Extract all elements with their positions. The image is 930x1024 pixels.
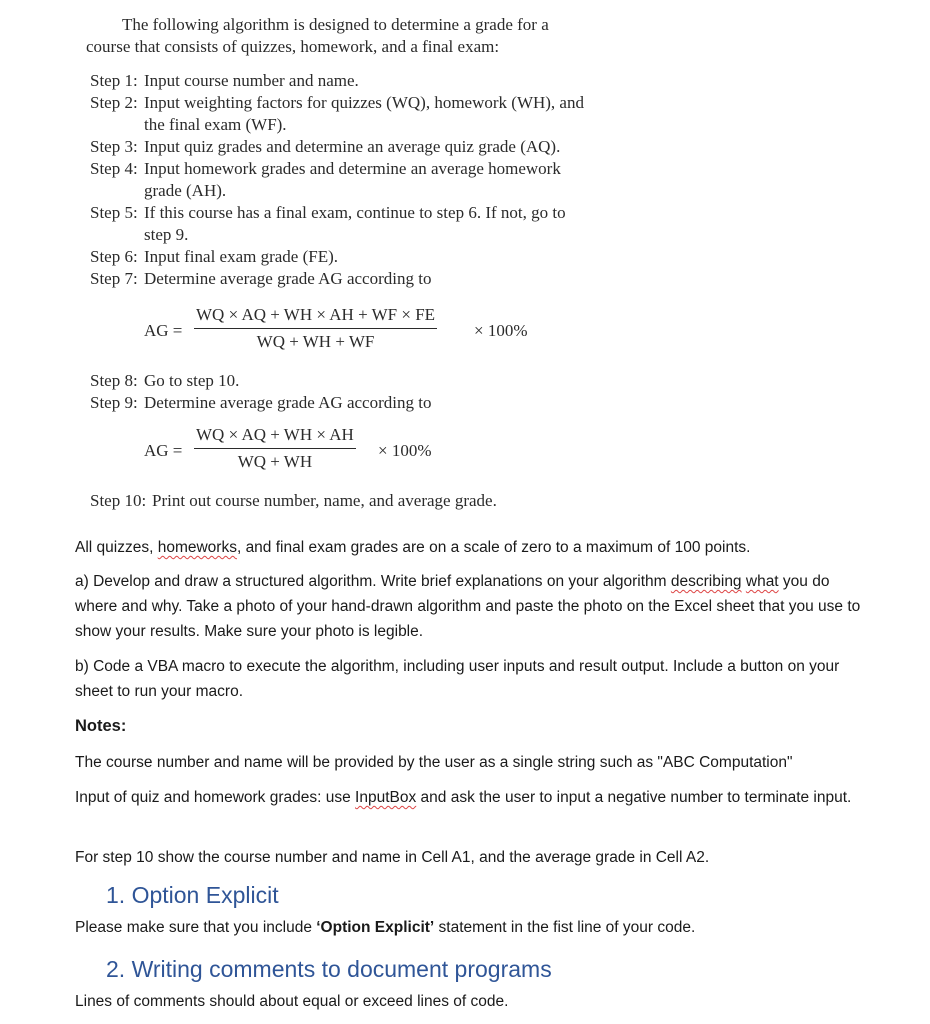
notes-heading: Notes: bbox=[75, 717, 127, 735]
spellcheck-word: InputBox bbox=[355, 789, 417, 806]
text-run: you do where and why. Take a photo of your hand-drawn algorithm and paste the photo on the Excel sheet that you use to show your results. Make sure your photo is legible. bbox=[75, 573, 861, 640]
textbook-excerpt bbox=[86, 14, 586, 512]
step-text: Input homework grades and determine an average homework grade (AH). bbox=[144, 159, 561, 200]
step-label: Step 1: bbox=[90, 71, 138, 90]
algorithm-intro: The following algorithm is designed to determine a grade for a course that consists of quizzes, homework, and a final exam: bbox=[86, 15, 549, 56]
step-label: Step 8: bbox=[90, 371, 138, 390]
step-label: Step 9: bbox=[90, 393, 138, 412]
note-text: For step 10 show the course number and name in Cell A1, and the average grade in Cell A2. bbox=[75, 849, 710, 866]
step-text: Input weighting factors for quizzes (WQ), homework (WH), and the final exam (WF). bbox=[144, 93, 584, 134]
algorithm-step bbox=[86, 158, 586, 202]
step-text: If this course has a final exam, continue to step 6. If not, go to step 9. bbox=[144, 203, 566, 244]
step-text: Input quiz grades and determine an average quiz grade (AQ). bbox=[144, 137, 561, 156]
step-label: Step 7: bbox=[90, 269, 138, 288]
note-text: The course number and name will be provided by the user as a single string such as "ABC Computation" bbox=[75, 754, 793, 771]
text-run: , and final exam grades are on a scale of zero to a maximum of 100 points. bbox=[236, 539, 751, 556]
text-run: statement in the fist line of your code. bbox=[434, 919, 696, 936]
step-label: Step 5: bbox=[90, 203, 138, 222]
step-text: Go to step 10. bbox=[144, 371, 240, 390]
algorithm-step bbox=[86, 246, 586, 268]
formula-without-final bbox=[86, 424, 586, 480]
step-label: Step 4: bbox=[90, 159, 138, 178]
formula-numerator: WQ × AQ + WH × AH bbox=[196, 425, 354, 444]
text-run: a) Develop and draw a structured algorithm. Write brief explanations on your algorithm bbox=[75, 573, 671, 590]
algorithm-step bbox=[86, 92, 586, 136]
note-step-10 bbox=[75, 845, 875, 870]
part-a-paragraph bbox=[75, 569, 875, 644]
option-explicit-paragraph bbox=[75, 915, 875, 940]
spellcheck-word: homeworks bbox=[157, 539, 237, 556]
formula-with-final bbox=[86, 304, 586, 360]
text-run: All quizzes, bbox=[75, 539, 158, 556]
step-text: Determine average grade AG according to bbox=[144, 269, 432, 288]
text-run: Input of quiz and homework grades: use bbox=[75, 789, 356, 806]
formula-fraction bbox=[194, 304, 437, 353]
step-label: Step 10: bbox=[90, 491, 147, 510]
algorithm-step bbox=[86, 392, 586, 414]
algorithm-step bbox=[86, 268, 586, 290]
spellcheck-word: what bbox=[745, 573, 779, 590]
step-text: Input course number and name. bbox=[144, 71, 359, 90]
note-course-string bbox=[75, 750, 875, 775]
note-inputbox bbox=[75, 785, 875, 810]
text-run: Please make sure that you include bbox=[75, 919, 317, 936]
heading-option-explicit: 1. Option Explicit bbox=[106, 882, 279, 908]
step-label: Step 2: bbox=[90, 93, 138, 112]
formula-factor: × 100% bbox=[378, 441, 432, 460]
formula-fraction bbox=[194, 424, 356, 473]
step-text: Determine average grade AG according to bbox=[144, 393, 432, 412]
heading-writing-comments: 2. Writing comments to document programs bbox=[106, 956, 552, 982]
formula-lhs: AG = bbox=[144, 321, 183, 340]
text-run: and ask the user to input a negative number to terminate input. bbox=[416, 789, 852, 806]
formula-denominator: WQ + WH + WF bbox=[256, 332, 375, 351]
part-b-paragraph bbox=[75, 654, 875, 704]
algorithm-step bbox=[86, 70, 586, 92]
grade-scale-paragraph bbox=[75, 535, 875, 560]
formula-denominator: WQ + WH bbox=[237, 452, 313, 471]
comments-text: Lines of comments should about equal or exceed lines of code. bbox=[75, 993, 509, 1010]
step-label: Step 6: bbox=[90, 247, 138, 266]
algorithm-step bbox=[86, 370, 586, 392]
comments-paragraph bbox=[75, 989, 875, 1014]
formula-factor: × 100% bbox=[474, 321, 528, 340]
bold-text: ‘Option Explicit’ bbox=[316, 919, 435, 936]
part-b-text: b) Code a VBA macro to execute the algorithm, including user inputs and result output. Include a button on your sheet to run your macro. bbox=[75, 658, 840, 700]
algorithm-step bbox=[86, 202, 586, 246]
step-text: Input final exam grade (FE). bbox=[144, 247, 339, 266]
step-text: Print out course number, name, and average grade. bbox=[152, 491, 497, 510]
algorithm-step bbox=[86, 490, 586, 512]
formula-numerator: WQ × AQ + WH × AH + WF × FE bbox=[196, 305, 436, 324]
algorithm-step bbox=[86, 136, 586, 158]
step-label: Step 3: bbox=[90, 137, 138, 156]
spellcheck-word: describing bbox=[670, 573, 742, 590]
formula-lhs: AG = bbox=[144, 441, 183, 460]
